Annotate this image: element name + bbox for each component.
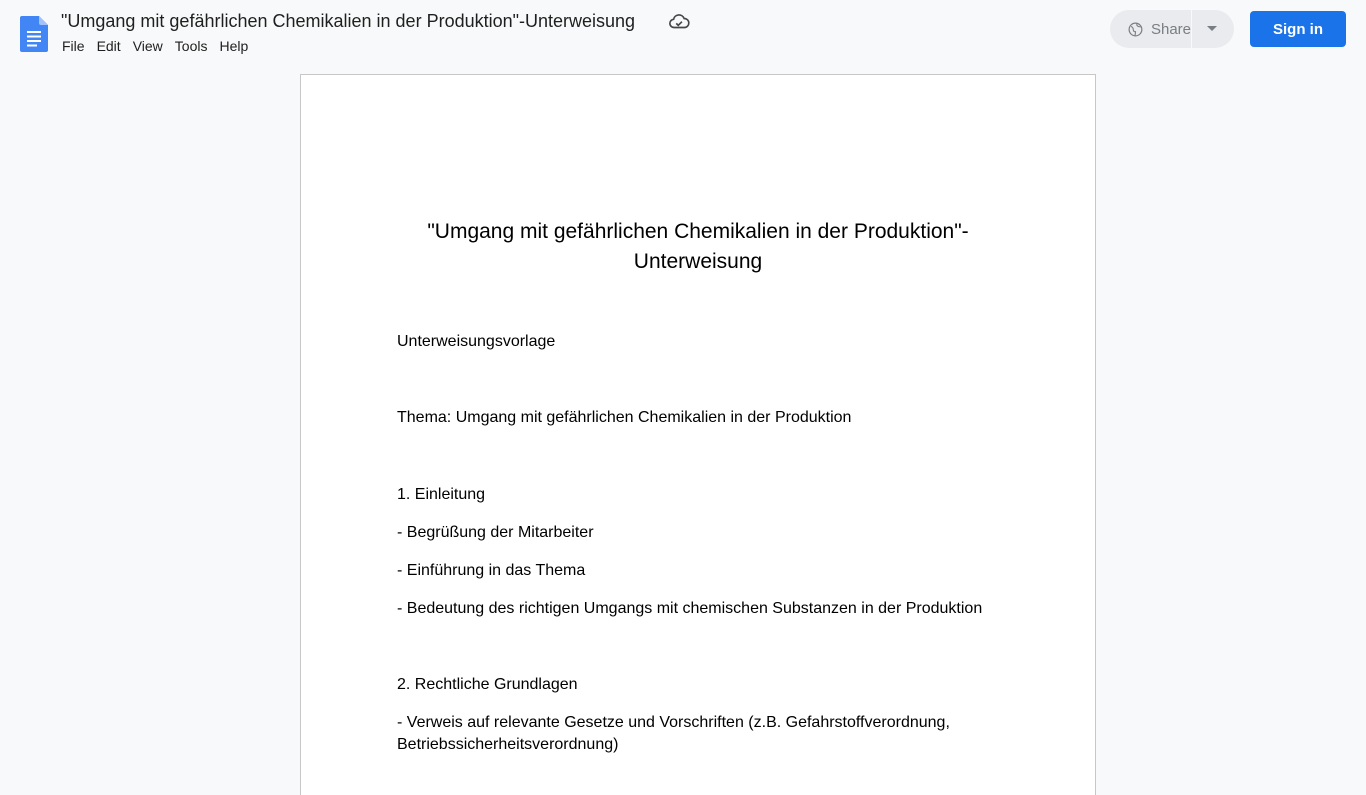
paragraph: Unterweisungsvorlage <box>397 333 556 350</box>
list-item: - Begrüßung der Mitarbeiter <box>397 524 594 541</box>
sign-in-button[interactable]: Sign in <box>1250 11 1346 47</box>
menu-tools[interactable]: Tools <box>174 38 208 54</box>
paragraph: Thema: Umgang mit gefährlichen Chemikalien in der Produktion <box>397 409 852 426</box>
share-button[interactable] <box>1110 10 1192 48</box>
list-item: - Bedeutung des richtigen Umgangs mit chemischen Substanzen in der Produktion <box>397 600 983 617</box>
section-heading: 1. Einleitung <box>397 486 486 503</box>
menu-edit[interactable]: Edit <box>96 38 121 54</box>
menu-bar <box>56 35 254 57</box>
document-page <box>300 74 1096 795</box>
list-item: - Verweis auf relevante Gesetze und Vorschriften (z.B. Gefahrstoffverordnung, Betriebssicherheitsverordnung) <box>397 714 950 753</box>
menu-file[interactable]: File <box>62 38 85 54</box>
document-heading: "Umgang mit gefährlichen Chemikalien in der Produktion"-Unterweisung <box>427 220 969 273</box>
section-heading: 2. Rechtliche Grundlagen <box>397 676 578 693</box>
google-docs-icon[interactable] <box>20 16 48 52</box>
document-title[interactable]: "Umgang mit gefährlichen Chemikalien in der Produktion"-Unterweisung <box>61 11 636 31</box>
share-options-button[interactable] <box>1192 10 1232 48</box>
cloud-status-icon[interactable] <box>668 12 690 32</box>
share-control <box>1110 10 1234 48</box>
menu-help[interactable]: Help <box>219 38 249 54</box>
globe-icon <box>1128 21 1143 38</box>
menu-view[interactable]: View <box>132 38 163 54</box>
caret-down-icon <box>1207 26 1217 32</box>
list-item: - Einführung in das Thema <box>397 562 586 579</box>
top-bar <box>0 0 1366 66</box>
share-label: Share <box>1150 20 1191 38</box>
